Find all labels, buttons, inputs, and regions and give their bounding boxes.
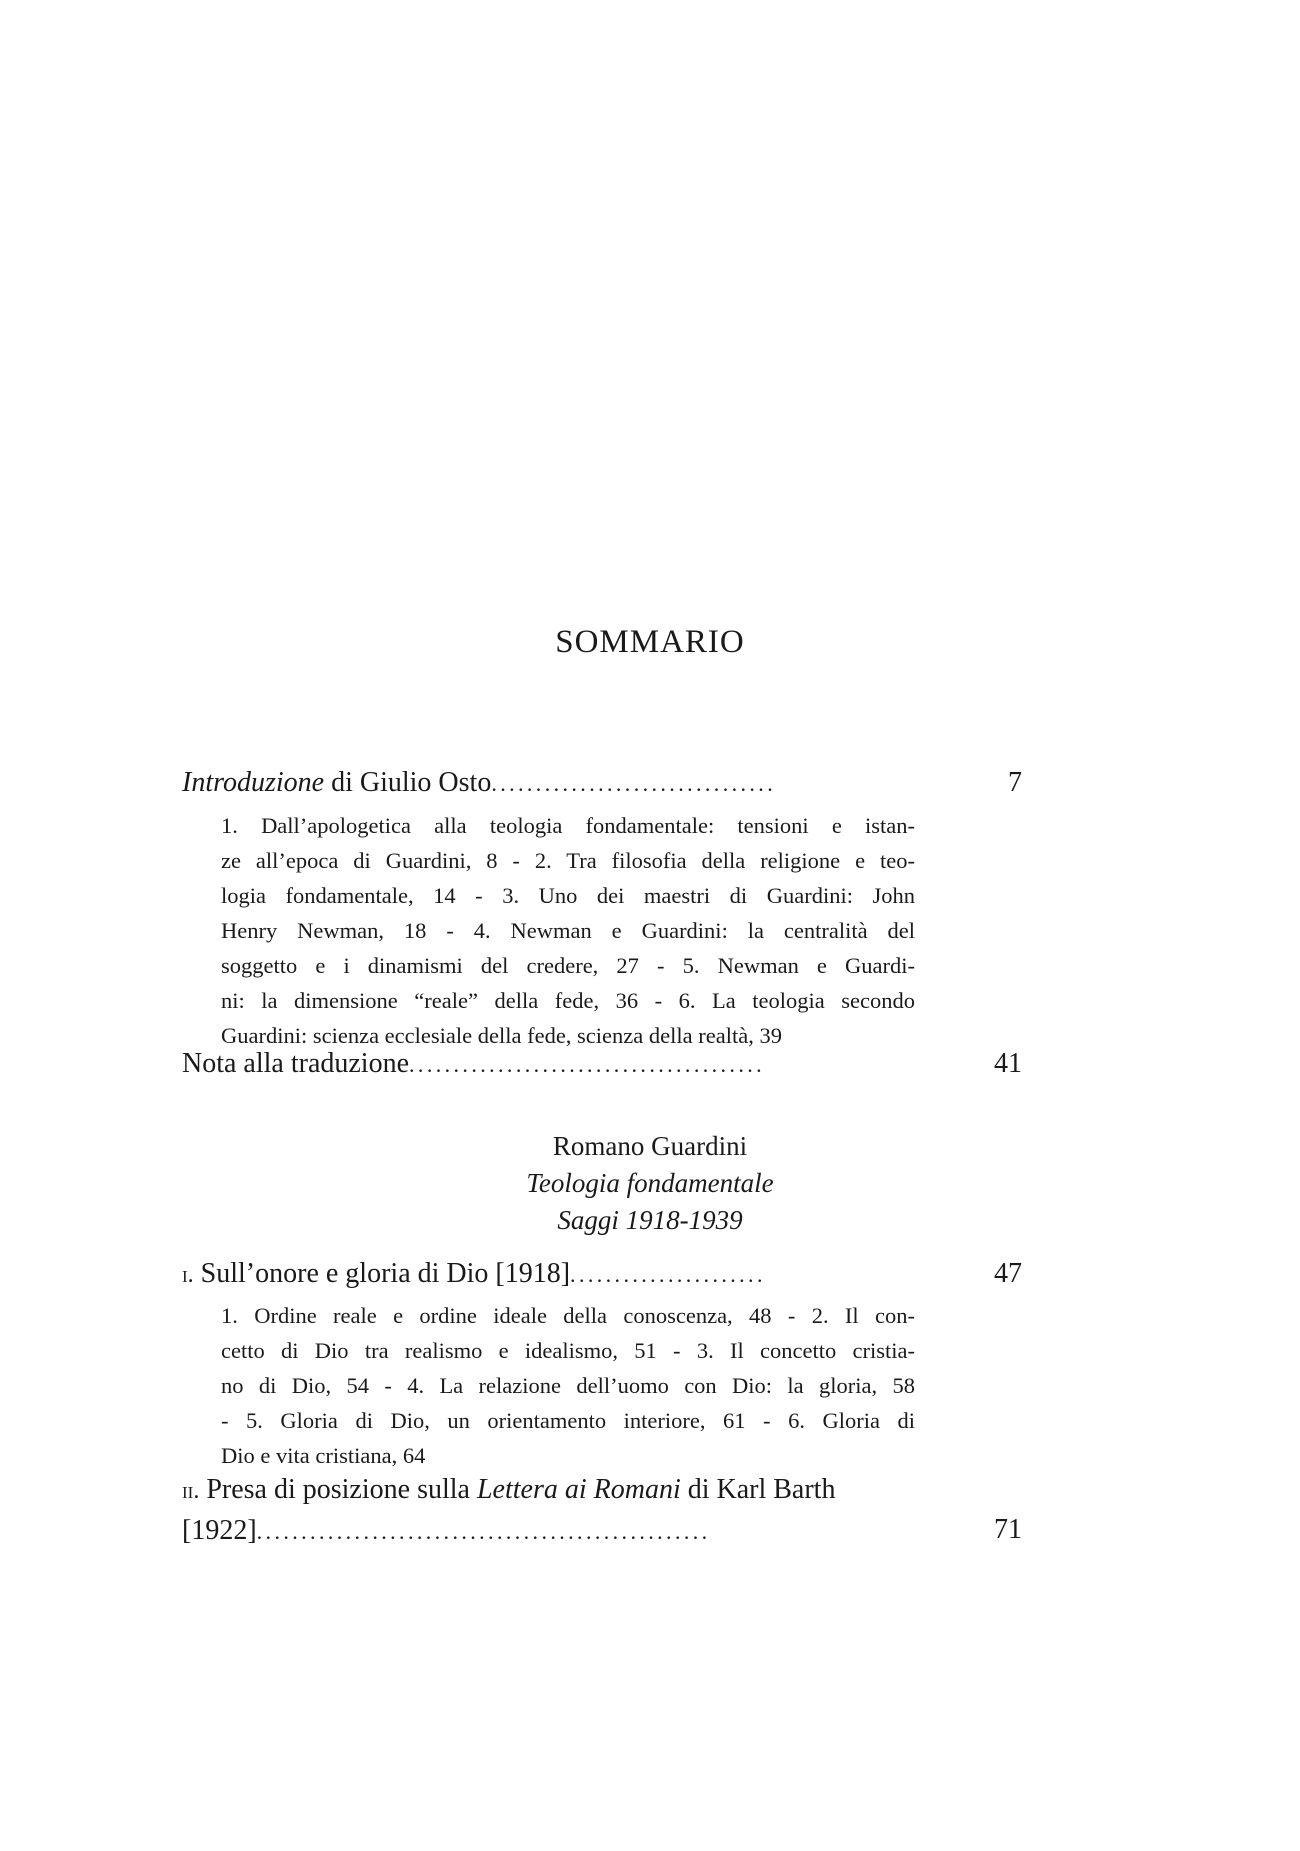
summary-line: no di Dio, 54 - 4. La relazione dell’uomo con Dio: la gloria, 58 bbox=[221, 1373, 915, 1398]
toc-entry-introduzione[interactable] bbox=[182, 764, 1022, 803]
chapter-numeral: i. bbox=[182, 1262, 194, 1288]
chapter-title-italic: Lettera ai Romani bbox=[476, 1474, 681, 1505]
page-number: 41 bbox=[994, 1048, 1022, 1079]
summary-line: - 5. Gloria di Dio, un orientamento interiore, 61 - 6. Gloria di bbox=[221, 1408, 915, 1433]
page-number: 7 bbox=[1008, 767, 1022, 798]
toc-entry-nota[interactable] bbox=[182, 1045, 1022, 1084]
toc-entry-chapter-2[interactable] bbox=[182, 1471, 1022, 1551]
toc-entry-chapter-1[interactable] bbox=[182, 1255, 1022, 1294]
dot-leader: ................................ bbox=[491, 771, 777, 796]
toc-entry-text bbox=[182, 1255, 570, 1294]
chapter-year: [1922] bbox=[182, 1515, 257, 1546]
heading-book-title: Teologia fondamentale bbox=[526, 1168, 774, 1198]
dot-leader: ................................................... bbox=[256, 1519, 711, 1544]
summary-line: Henry Newman, 18 - 4. Newman e Guardini: la centralità del bbox=[221, 918, 915, 943]
toc-entry-text bbox=[182, 1471, 835, 1510]
summary-line: ze all’epoca di Guardini, 8 - 2. Tra filosofia della religione e teo- bbox=[221, 848, 915, 873]
chapter-numeral: ii. bbox=[182, 1478, 200, 1504]
toc-entry-text: Nota alla traduzione bbox=[182, 1048, 410, 1079]
summary-line: logia fondamentale, 14 - 3. Uno dei maestri di Guardini: John bbox=[221, 883, 915, 908]
summary-line: ni: la dimensione “reale” della fede, 36 - 6. La teologia secondo bbox=[221, 988, 915, 1013]
toc-entry-author: di Giulio Osto bbox=[324, 767, 492, 798]
toc-entry-text bbox=[182, 764, 491, 802]
summary-line: Dio e vita cristiana, 64 bbox=[221, 1443, 426, 1468]
section-heading bbox=[0, 1128, 1300, 1239]
heading-author: Romano Guardini bbox=[552, 1131, 748, 1161]
page-title: SOMMARIO bbox=[555, 624, 745, 660]
toc-summary-introduzione bbox=[221, 808, 915, 1053]
summary-line: cetto di Dio tra realismo e idealismo, 51 - 3. Il concetto cristia- bbox=[221, 1338, 915, 1363]
chapter-title-part: Presa di posizione sulla bbox=[199, 1474, 477, 1505]
heading-subtitle: Saggi 1918-1939 bbox=[557, 1205, 743, 1235]
chapter-title: Sull’onore e gloria di Dio [1918] bbox=[193, 1258, 571, 1289]
summary-line: 1. Ordine reale e ordine ideale della conoscenza, 48 - 2. Il con- bbox=[221, 1303, 915, 1328]
summary-line: soggetto e i dinamismi del credere, 27 - 5. Newman e Guardi- bbox=[221, 953, 915, 978]
page-number: 71 bbox=[994, 1514, 1022, 1545]
page-number: 47 bbox=[994, 1258, 1022, 1289]
summary-line: Guardini: scienza ecclesiale della fede, scienza della realtà, 39 bbox=[221, 1023, 782, 1048]
dot-leader: ........................................ bbox=[409, 1052, 766, 1077]
summary-line: 1. Dall’apologetica alla teologia fondamentale: tensioni e istan- bbox=[221, 813, 915, 838]
toc-summary-chapter-1 bbox=[221, 1298, 915, 1473]
chapter-title-part: di Karl Barth bbox=[680, 1474, 836, 1505]
toc-entry-italic: Introduzione bbox=[182, 767, 325, 798]
dot-leader: ...................... bbox=[570, 1262, 766, 1287]
